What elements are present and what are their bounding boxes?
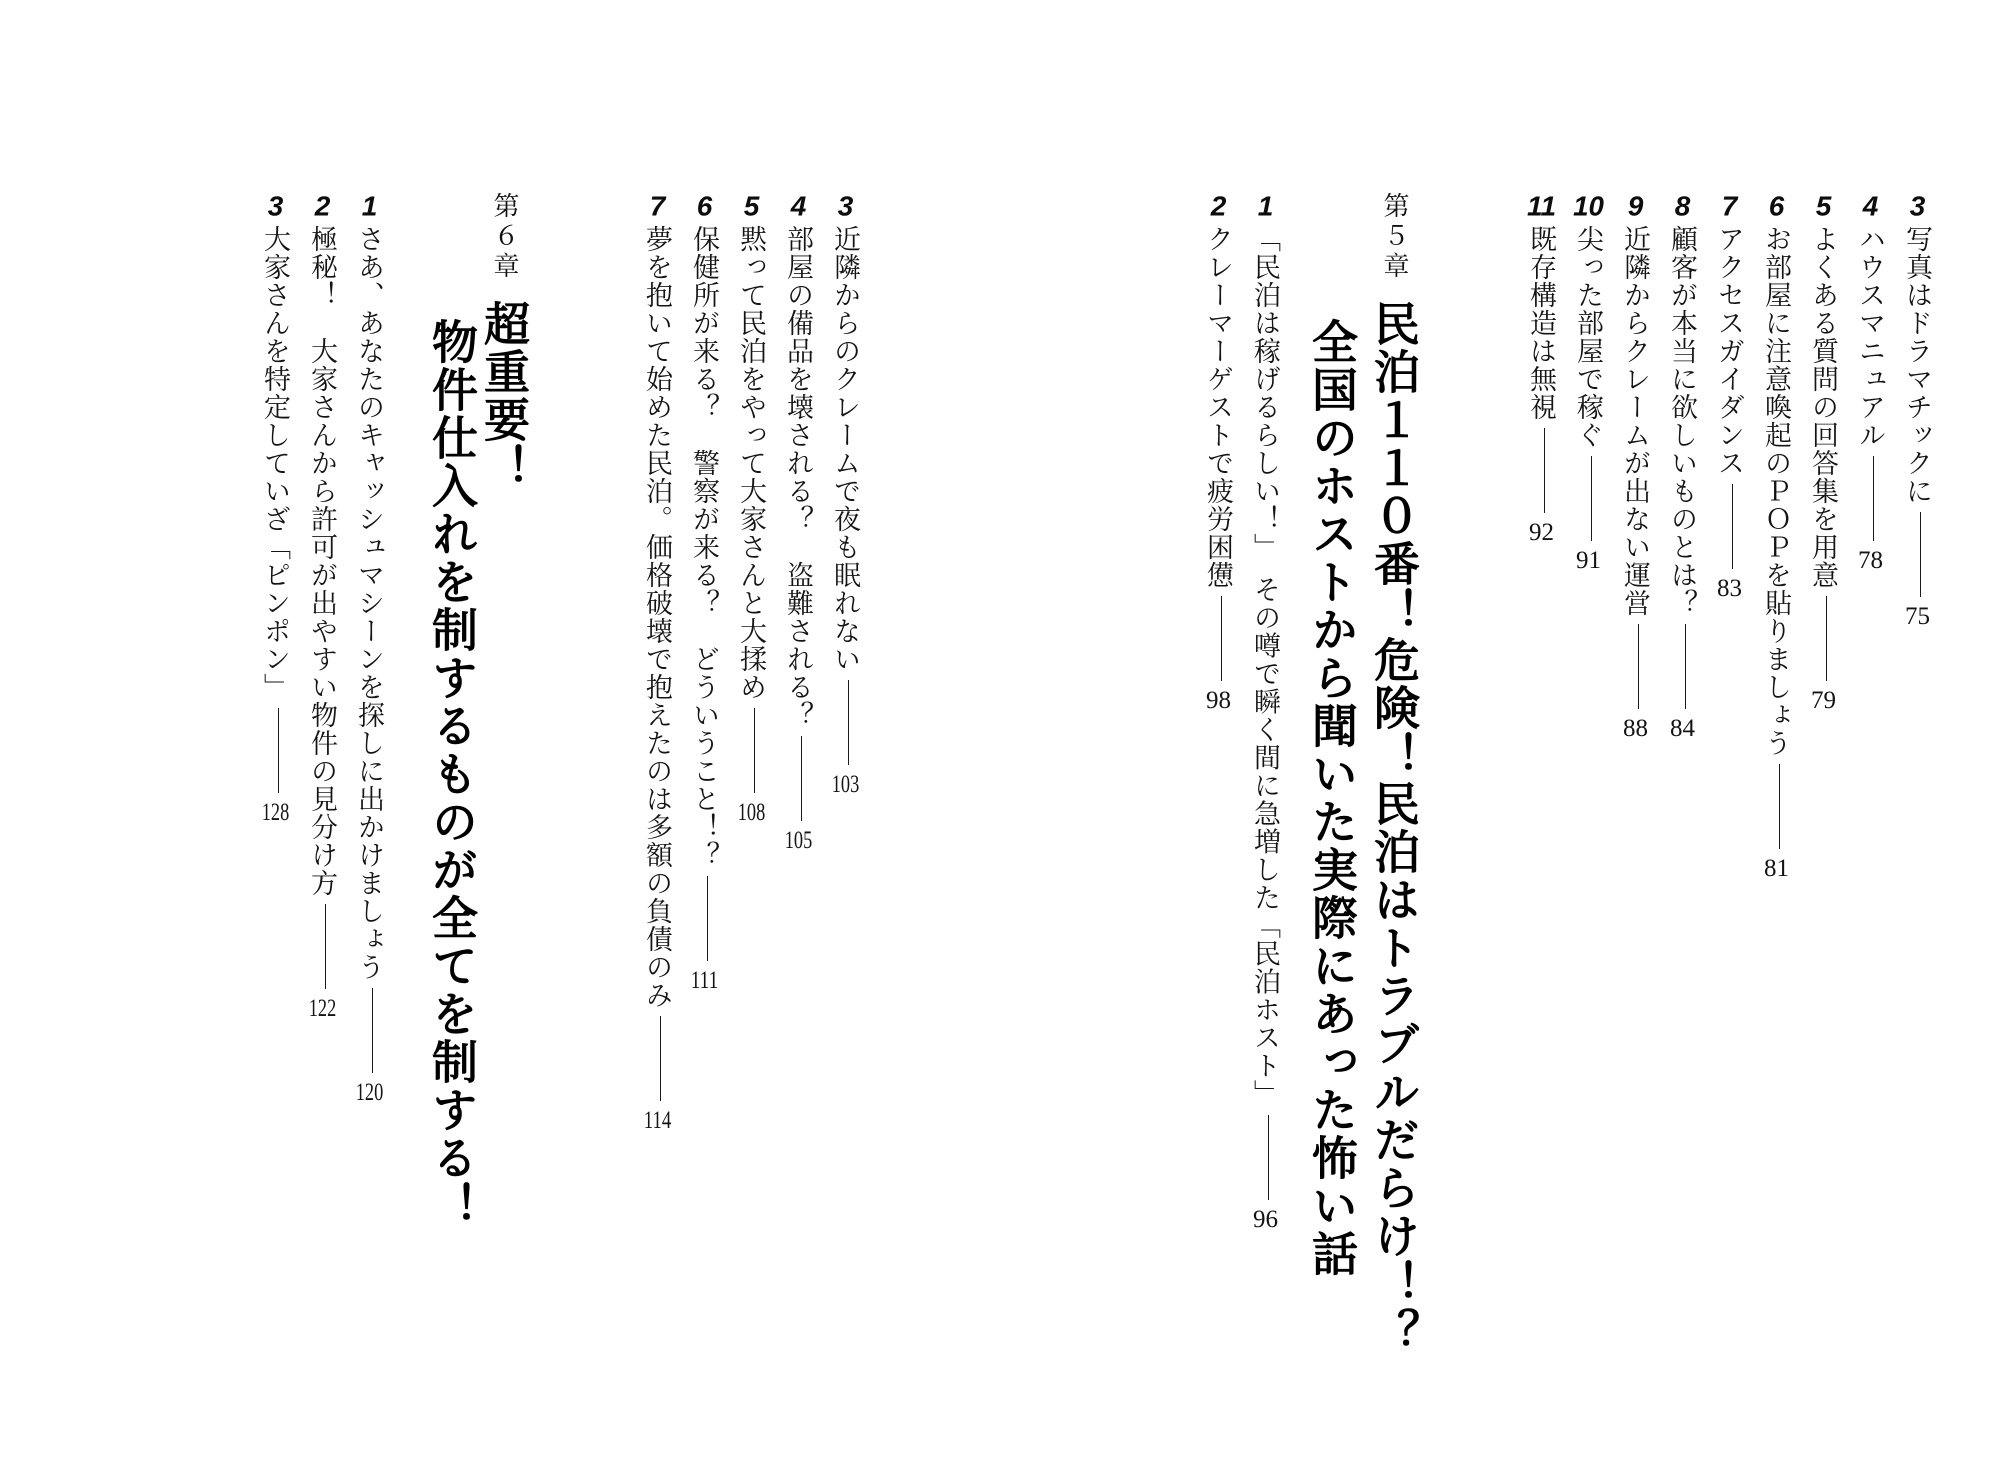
item-number: 5 — [743, 192, 760, 220]
toc-item — [824, 192, 860, 797]
page-number: 114 — [643, 1108, 672, 1133]
item-title: 写真はドラマチックに — [1902, 225, 1932, 505]
item-title: アクセスガイダンス — [1714, 225, 1744, 477]
chapter5-label: 第５章 — [1380, 192, 1409, 282]
chapter6-heading — [476, 192, 528, 492]
leader-line — [660, 1016, 662, 1101]
chapter6-label: 第６章 — [490, 192, 519, 282]
item-title: 既存構造は無視 — [1526, 225, 1556, 421]
item-number: 5 — [1815, 192, 1832, 220]
leader-line — [801, 736, 803, 821]
leader-line — [1268, 1115, 1270, 1200]
item-title: 黙って民泊をやって大家さんと大揉め — [736, 225, 766, 701]
page-number: 88 — [1623, 716, 1648, 741]
toc-item — [1896, 192, 1932, 629]
item-number: 2 — [314, 192, 331, 220]
item-number: 7 — [1721, 192, 1738, 220]
item-title: 「民泊は稼げるらしい！」 その噂で瞬く間に急増した「民泊ホスト」 — [1250, 225, 1280, 1108]
leader-line — [754, 708, 756, 793]
item-title: クレーマーゲストで疲労困憊 — [1203, 225, 1233, 589]
page-number: 84 — [1670, 716, 1695, 741]
item-title: よくある質問の回答集を用意 — [1808, 225, 1838, 589]
page-number: 92 — [1529, 520, 1554, 545]
chapter5-heading — [1366, 192, 1418, 1356]
item-number: 6 — [696, 192, 713, 220]
chapter6-heading-line2 — [424, 192, 476, 1230]
item-title: 極秘！ 大家さんから許可が出やすい物件の見分け方 — [307, 225, 337, 897]
item-number: 3 — [1909, 192, 1926, 220]
item-number: 4 — [1862, 192, 1879, 220]
toc-item — [1244, 192, 1280, 1232]
toc-item — [1849, 192, 1885, 573]
chapter5-heading-line2 — [1304, 192, 1356, 1278]
item-title: 顧客が本当に欲しいものとは？ — [1667, 225, 1697, 617]
item-title: 近隣からのクレームで夜も眠れない — [830, 225, 860, 673]
item-number: 4 — [790, 192, 807, 220]
item-title: ハウスマニュアル — [1855, 225, 1885, 449]
item-number: 8 — [1674, 192, 1691, 220]
leader-line — [1544, 428, 1546, 513]
toc-item — [348, 192, 384, 1105]
leader-line — [1638, 624, 1640, 709]
leader-line — [1873, 456, 1875, 541]
toc-item — [777, 192, 813, 853]
toc-item — [1661, 192, 1697, 741]
item-title: 夢を抱いて始めた民泊。価格破壊で抱えたのは多額の負債のみ — [642, 225, 672, 1009]
item-number: 11 — [1526, 192, 1557, 220]
item-number: 1 — [1257, 192, 1274, 220]
item-title: 部屋の備品を壊される？ 盗難される？ — [783, 225, 813, 729]
item-number: 3 — [267, 192, 284, 220]
page-number: 81 — [1764, 856, 1789, 881]
leader-line — [848, 680, 850, 765]
toc-item — [1520, 192, 1556, 545]
item-number: 1 — [361, 192, 378, 220]
item-title: 大家さんを特定していざ「ピンポン」 — [260, 225, 290, 701]
item-number: 2 — [1210, 192, 1227, 220]
page-number: 96 — [1253, 1206, 1278, 1232]
chapter5-title-line2: 全国のホストから聞いた実際にあった怖い話 — [1306, 318, 1358, 1278]
toc-item — [683, 192, 719, 993]
item-title: お部屋に注意喚起のＰＯＰを貼りましょう — [1761, 225, 1791, 757]
page-number: 105 — [784, 828, 813, 853]
toc-item — [1755, 192, 1791, 881]
page-number: 120 — [355, 1080, 384, 1105]
leader-line — [372, 988, 374, 1073]
leader-line — [1732, 484, 1734, 569]
page-number: 91 — [1576, 548, 1601, 573]
page-number: 79 — [1811, 688, 1836, 713]
item-title: さあ、あなたのキャッシュマシーンを探しに出かけましょう — [354, 225, 384, 981]
page-number: 78 — [1858, 548, 1883, 573]
toc-item — [1614, 192, 1650, 741]
leader-line — [278, 708, 280, 793]
page-number: 122 — [308, 996, 337, 1021]
leader-line — [1779, 764, 1781, 849]
page-number: 83 — [1717, 576, 1742, 601]
chapter6-title-line2: 物件仕入れを制するものが全てを制する！ — [426, 318, 478, 1230]
item-number: 9 — [1627, 192, 1644, 220]
item-number: 3 — [837, 192, 854, 220]
toc-item — [1708, 192, 1744, 601]
page-number: 98 — [1206, 688, 1231, 713]
toc-item — [1567, 192, 1603, 573]
leader-line — [1591, 456, 1593, 541]
leader-line — [707, 876, 709, 961]
toc-item — [1197, 192, 1233, 713]
chapter5-title-line1: 民泊１１０番！危険！民泊はトラブルだらけ！？ — [1368, 300, 1420, 1356]
page-number: 108 — [737, 800, 766, 825]
leader-line — [1920, 512, 1922, 597]
page-number: 75 — [1905, 604, 1930, 629]
toc-item — [1802, 192, 1838, 713]
toc-item — [301, 192, 337, 1021]
chapter6-title-line1: 超重要！ — [478, 300, 530, 492]
toc-item — [254, 192, 290, 825]
item-number: 6 — [1768, 192, 1785, 220]
item-number: 10 — [1573, 192, 1604, 220]
page-number: 111 — [690, 968, 719, 993]
item-number: 7 — [649, 192, 666, 220]
leader-line — [1826, 596, 1828, 681]
leader-line — [1221, 596, 1223, 681]
item-title: 近隣からクレームが出ない運営 — [1620, 225, 1650, 617]
page-number: 128 — [261, 800, 290, 825]
item-title: 尖った部屋で稼ぐ — [1573, 225, 1603, 449]
leader-line — [1685, 624, 1687, 709]
toc-item — [636, 192, 672, 1133]
page-number: 103 — [831, 772, 860, 797]
leader-line — [325, 904, 327, 989]
toc-item — [730, 192, 766, 825]
item-title: 保健所が来る？ 警察が来る？ どういうこと！？ — [689, 225, 719, 869]
